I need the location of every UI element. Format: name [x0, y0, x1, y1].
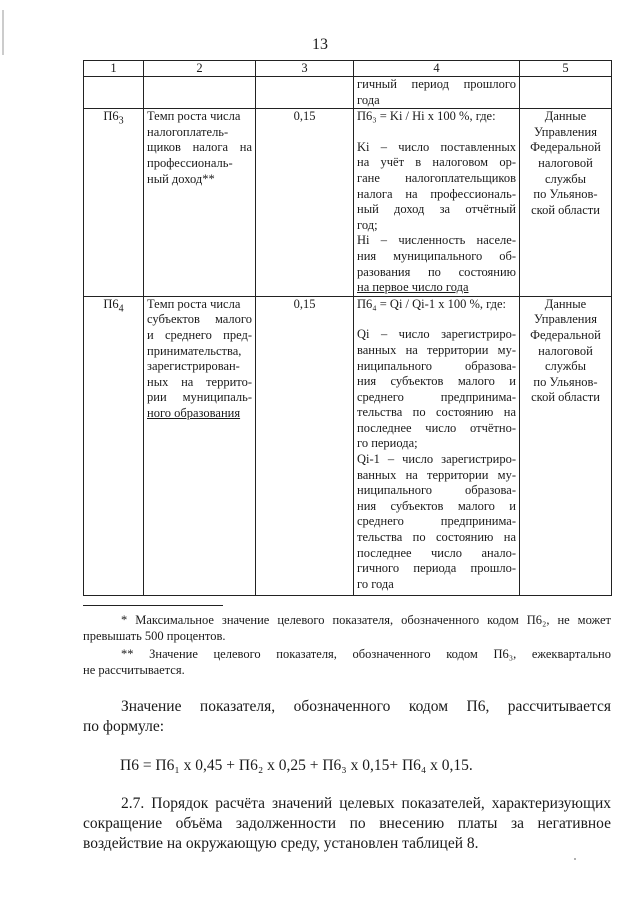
- footnote-1: [83, 612, 611, 644]
- name-line: профессиональ-: [147, 155, 233, 170]
- desc-line: ный доход за отчётный: [357, 202, 516, 217]
- desc-line: ванных на территории му-: [357, 467, 516, 482]
- paragraph-2-7: [83, 794, 611, 854]
- desc-line: тельства по состоянию на: [357, 405, 516, 420]
- formula-text: П6₄ = Qi / Qi-1 x 100 %, где:: [357, 296, 506, 311]
- name-line: зарегистрирован-: [147, 359, 240, 374]
- name-line: субъектов малого: [147, 312, 252, 327]
- name-line: Темп роста числа: [147, 109, 241, 124]
- desc-line: разования по состоянию: [357, 264, 516, 279]
- name-line: ный доход**: [147, 171, 215, 186]
- footnote-divider: [83, 605, 223, 606]
- weight-cell: 0,15: [256, 109, 354, 297]
- desc-line: на учёт в налоговом ор-: [357, 155, 516, 170]
- header-col-3: 3: [256, 61, 354, 77]
- paragraph-line: по формуле:: [83, 718, 165, 735]
- page-number: 13: [312, 36, 328, 53]
- source-line: налоговой: [538, 155, 593, 170]
- name-cell: [144, 296, 256, 595]
- desc-line: среднего предпринима-: [357, 514, 516, 529]
- scan-dot-mark: [572, 856, 578, 862]
- code-cell: $П6_4$: [84, 296, 144, 595]
- name-cell: [144, 109, 256, 297]
- source-line: ской области: [531, 202, 600, 217]
- name-line: и среднего пред-: [147, 327, 252, 342]
- desc-line: Ki – число поставленных: [357, 139, 516, 154]
- formula-cell: [354, 296, 520, 595]
- header-col-1: 1: [84, 61, 144, 77]
- source-line: Управления: [534, 312, 597, 327]
- table-row-p64: [84, 296, 612, 595]
- source-line: Федеральной: [530, 327, 601, 342]
- scan-edge-mark: [0, 0, 6, 60]
- name-line: ных на террито-: [147, 374, 252, 389]
- header-col-4: 4: [354, 61, 520, 77]
- paragraph-formula-intro: [83, 697, 611, 737]
- source-line: Данные: [544, 296, 587, 311]
- source-cell: [520, 109, 612, 297]
- name-line: принимательства,: [147, 343, 242, 358]
- header-col-2: 2: [144, 61, 256, 77]
- continuation-cell: [354, 77, 520, 109]
- name-line: щиков налога на: [147, 140, 252, 155]
- source-line: службы: [544, 359, 587, 374]
- desc-line: тельства по состоянию на: [357, 530, 516, 545]
- paragraph-line: 2.7. Порядок расчёта значений целевых показателей, характеризующих: [121, 795, 611, 812]
- name-line: ного образования: [147, 405, 241, 420]
- name-line: Темп роста числа: [147, 296, 241, 311]
- formula-cell: [354, 109, 520, 297]
- name-line: налогоплатель-: [147, 124, 229, 139]
- desc-line: ния муниципального об-: [357, 248, 516, 263]
- desc-line: Qi – число зарегистриро-: [357, 327, 516, 342]
- weight-cell: 0,15: [256, 296, 354, 595]
- source-cell: [520, 296, 612, 595]
- table-row-p63: [84, 109, 612, 297]
- source-line: Управления: [534, 124, 597, 139]
- header-col-5: 5: [520, 61, 612, 77]
- source-line: Федеральной: [530, 140, 601, 155]
- footnote-line: ** Значение целевого показателя, обозначенного кодом П6₃, ежеквартально: [121, 647, 611, 661]
- continuation-line: года: [357, 92, 380, 107]
- desc-line: последнее число отчётно-: [357, 420, 516, 435]
- desc-line: ниципального образова-: [357, 483, 516, 498]
- paragraph-line: сокращение объёма задолженности по внесению платы за негативное: [83, 815, 611, 832]
- paragraph-line: Значение показателя, обозначенного кодом П6, рассчитывается: [121, 698, 611, 715]
- formula-p6: П6 = П6₁ x 0,45 + П6₂ x 0,25 + П6₃ x 0,15+ П6₄ x 0,15.: [120, 757, 473, 774]
- desc-line: ванных на территории му-: [357, 342, 516, 357]
- footnote-2: [83, 646, 611, 678]
- desc-line: Qi-1 – число зарегистриро-: [357, 452, 516, 467]
- footnote-line: * Максимальное значение целевого показателя, обозначенного кодом П6₂, не может: [121, 613, 611, 627]
- desc-line: гане налогоплательщиков: [357, 170, 516, 185]
- desc-line: ниципального образова-: [357, 358, 516, 373]
- code-cell: $П6_3$: [84, 109, 144, 297]
- formula-text: П6₃ = Ki / Hi x 100 %, где:: [357, 109, 496, 124]
- desc-line: последнее число анало-: [357, 545, 516, 560]
- source-line: по Ульянов-: [533, 187, 598, 202]
- desc-line: год;: [357, 217, 378, 232]
- desc-line: Hi – численность населе-: [357, 233, 516, 248]
- footnote-line: превышать 500 процентов.: [83, 629, 226, 643]
- desc-line: ния субъектов малого и: [357, 374, 516, 389]
- source-line: Данные: [544, 109, 587, 124]
- desc-line: налога на профессиональ-: [357, 186, 516, 201]
- source-line: налоговой: [538, 343, 593, 358]
- footnote-line: не рассчитывается.: [83, 663, 185, 677]
- table-header-row: [84, 61, 612, 77]
- desc-line: на первое число года: [357, 280, 469, 295]
- name-line: рии муниципаль-: [147, 390, 252, 405]
- desc-line: го года: [357, 576, 394, 591]
- desc-line: гичного периода прошло-: [357, 561, 516, 576]
- paragraph-line: воздействие на окружающую среду, установлен таблицей 8.: [83, 835, 479, 852]
- desc-line: го периода;: [357, 436, 418, 451]
- desc-line: среднего предпринима-: [357, 389, 516, 404]
- indicators-table: [83, 60, 612, 596]
- continuation-line: гичный период прошлого: [357, 77, 516, 91]
- scan-dot: [574, 858, 576, 860]
- desc-line: ния субъектов малого и: [357, 498, 516, 513]
- source-line: ской области: [531, 390, 600, 405]
- table-row-continuation: [84, 77, 612, 109]
- source-line: службы: [544, 171, 587, 186]
- source-line: по Ульянов-: [533, 374, 598, 389]
